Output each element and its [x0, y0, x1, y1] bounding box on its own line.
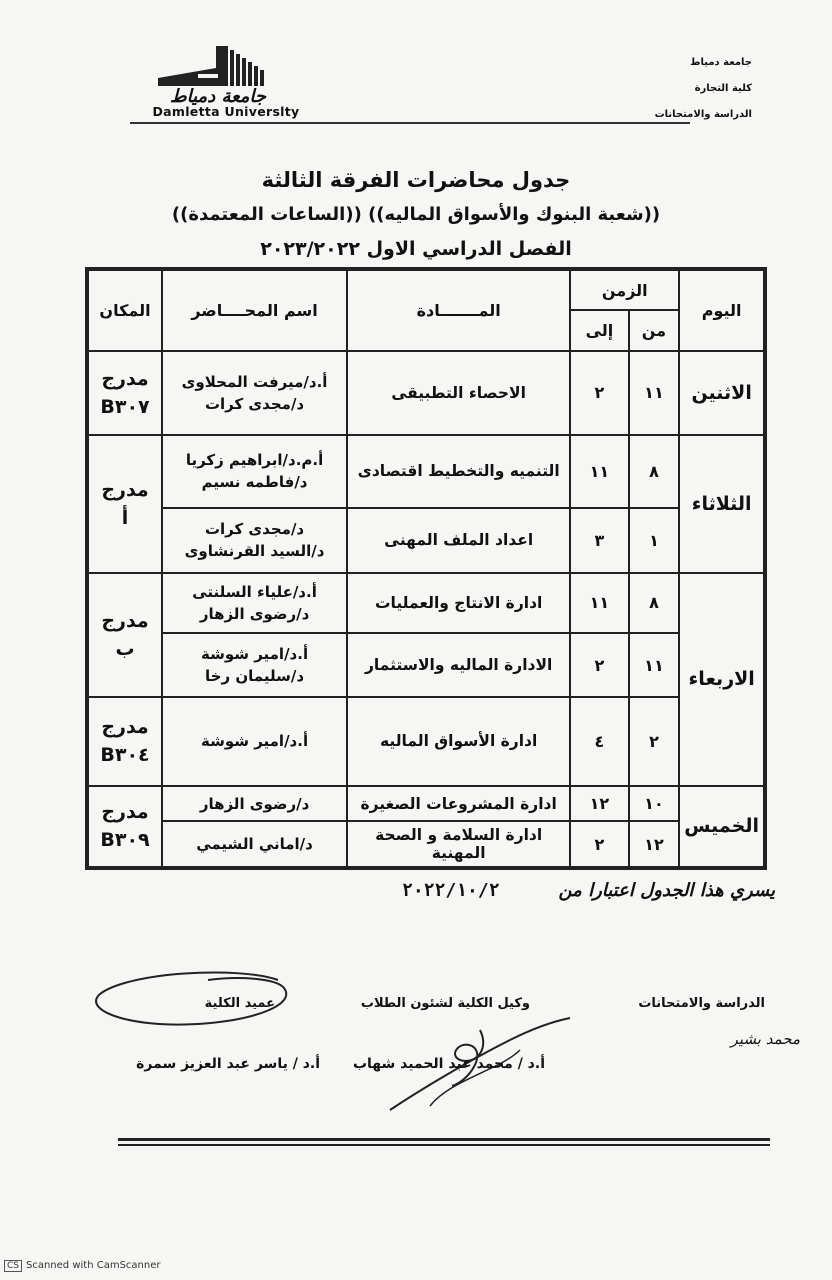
time-from: ٢ — [629, 697, 680, 786]
studies-signature: محمد بشير — [730, 1030, 800, 1048]
subject: ادارة السلامة و الصحة المهنية — [347, 821, 570, 867]
studies-title: الدراسة والامتحانات — [638, 996, 765, 1011]
hall-code: أ — [121, 506, 129, 529]
time-to: ٤ — [570, 697, 628, 786]
lecturer — [162, 697, 347, 786]
lecturer-name: أ.م.د/ابراهيم زكريا — [185, 451, 324, 470]
lecturer-name: د/مجدى كرات — [204, 520, 305, 539]
place — [88, 697, 162, 786]
footer-divider — [118, 1138, 770, 1141]
time-to: ٢ — [570, 821, 628, 867]
lecturer — [162, 633, 347, 697]
table-row — [88, 697, 764, 786]
semester-title: الفصل الدراسي الاول ٢٠٢٣/٢٠٢٢ — [260, 238, 572, 260]
subject: الاحصاء التطبيقى — [347, 351, 570, 435]
table-row — [88, 573, 764, 634]
lecturer — [162, 508, 347, 573]
hall-label: مدرج — [101, 478, 149, 501]
table-row — [88, 351, 764, 435]
vice-dean-name: أ.د / محمد عبد الحميد شهاب — [352, 1056, 545, 1072]
subject: ادارة الأسواق الماليه — [347, 697, 570, 786]
subject: ادارة الانتاج والعمليات — [347, 573, 570, 634]
header-divider — [130, 122, 690, 124]
subject: الادارة الماليه والاستثمار — [347, 633, 570, 697]
table-row — [88, 821, 764, 867]
place — [88, 573, 162, 697]
table-row — [88, 786, 764, 821]
header-subject: المـــــــادة — [347, 270, 570, 351]
day-thursday: الخميس — [679, 786, 764, 867]
lecturer-name: أ.د/علياء السلنتى — [192, 582, 317, 601]
lecturer — [162, 351, 347, 435]
lecturer-name: أ.د/امير شوشة — [200, 645, 309, 664]
time-to: ٢ — [570, 633, 628, 697]
lecturer — [162, 821, 347, 867]
scanner-watermark — [4, 1260, 161, 1272]
time-to: ١١ — [570, 573, 628, 634]
scanner-text: Scanned with CamScanner — [26, 1260, 161, 1271]
table-row — [88, 633, 764, 697]
lecturer-name: د/سليمان رخا — [205, 667, 305, 686]
time-from: ٨ — [629, 573, 680, 634]
hall-label: مدرج — [101, 367, 149, 390]
department-name: الدراسة والامتحانات — [654, 109, 752, 120]
lecturer-name: د/مجدى كرات — [204, 394, 305, 413]
hall-label: مدرج — [101, 716, 149, 739]
schedule-title: جدول محاضرات الفرقة الثالثة — [261, 168, 571, 192]
time-from: ١ — [629, 508, 680, 573]
table-row — [88, 435, 764, 508]
day-wednesday: الاربعاء — [679, 573, 764, 786]
time-from: ١٢ — [629, 821, 680, 867]
hall-label: مدرج — [101, 801, 149, 824]
time-from: ٨ — [629, 435, 680, 508]
header-to: إلى — [570, 310, 628, 350]
place — [88, 786, 162, 867]
subject: التنميه والتخطيط اقتصادى — [347, 435, 570, 508]
time-from: ١١ — [629, 351, 680, 435]
lecturer — [162, 435, 347, 508]
day-tuesday: الثلاثاء — [679, 435, 764, 573]
lecturer-name: أ.د/ميرفت المحلاوى — [181, 372, 328, 391]
hall-code: B٣٠٧ — [100, 395, 150, 418]
faculty-name: كلية التجارة — [694, 83, 752, 94]
dean-title: عميد الكلية — [204, 996, 275, 1011]
logo-arabic-text: جامعة دمياط — [169, 86, 267, 107]
hall-label: مدرج — [101, 609, 149, 632]
hall-code: B٣٠٤ — [100, 744, 150, 767]
footer-divider — [118, 1144, 770, 1146]
time-to: ٢ — [570, 351, 628, 435]
header-place: المكان — [88, 270, 162, 351]
subject: اعداد الملف المهنى — [347, 508, 570, 573]
logo-english-text: Damletta Universlty — [152, 104, 300, 119]
time-to: ٣ — [570, 508, 628, 573]
subject: ادارة المشروعات الصغيرة — [347, 786, 570, 821]
lecturer-name: د/اماني الشيمي — [196, 835, 313, 854]
place — [88, 351, 162, 435]
day-monday: الاثنين — [679, 351, 764, 435]
lecturer — [162, 786, 347, 821]
header-from: من — [629, 310, 680, 350]
time-to: ١١ — [570, 435, 628, 508]
effective-note: يسري هذا الجدول اعتبارا من — [558, 880, 775, 901]
table-row — [88, 508, 764, 573]
vice-dean-title: وكيل الكلية لشئون الطلاب — [360, 996, 530, 1011]
place — [88, 435, 162, 573]
faculty-header — [642, 50, 752, 128]
header-time: الزمن — [570, 270, 679, 310]
lecturer-name: د/فاطمه نسيم — [201, 473, 308, 492]
time-from: ١٠ — [629, 786, 680, 821]
camscanner-icon: CS — [4, 1260, 22, 1272]
dean-name: أ.د / ياسر عبد العزيز سمرة — [136, 1056, 320, 1072]
hall-code: B٣٠٩ — [100, 829, 150, 852]
schedule-table — [85, 267, 767, 870]
schedule-subtitle: ((شعبة البنوك والأسواق الماليه)) ((الساعات المعتمدة)) — [171, 204, 661, 225]
lecturer-name: د/رضوى الزهار — [199, 604, 310, 623]
hall-code: ب — [115, 637, 135, 660]
header-lecturer: اسم المحــــاضر — [162, 270, 347, 351]
university-name: جامعة دمياط — [690, 57, 752, 68]
table-header-row — [88, 270, 764, 310]
header-day: اليوم — [679, 270, 764, 351]
lecturer-name: د/السيد القرنشاوى — [184, 542, 325, 561]
lecturer — [162, 573, 347, 634]
time-from: ١١ — [629, 633, 680, 697]
effective-date: ٢٠٢٢/١٠/٢ — [402, 880, 500, 901]
time-to: ١٢ — [570, 786, 628, 821]
lecturer-name: أ.د/امير شوشة — [200, 732, 309, 751]
lecturer-name: د/رضوى الزهار — [199, 794, 310, 813]
